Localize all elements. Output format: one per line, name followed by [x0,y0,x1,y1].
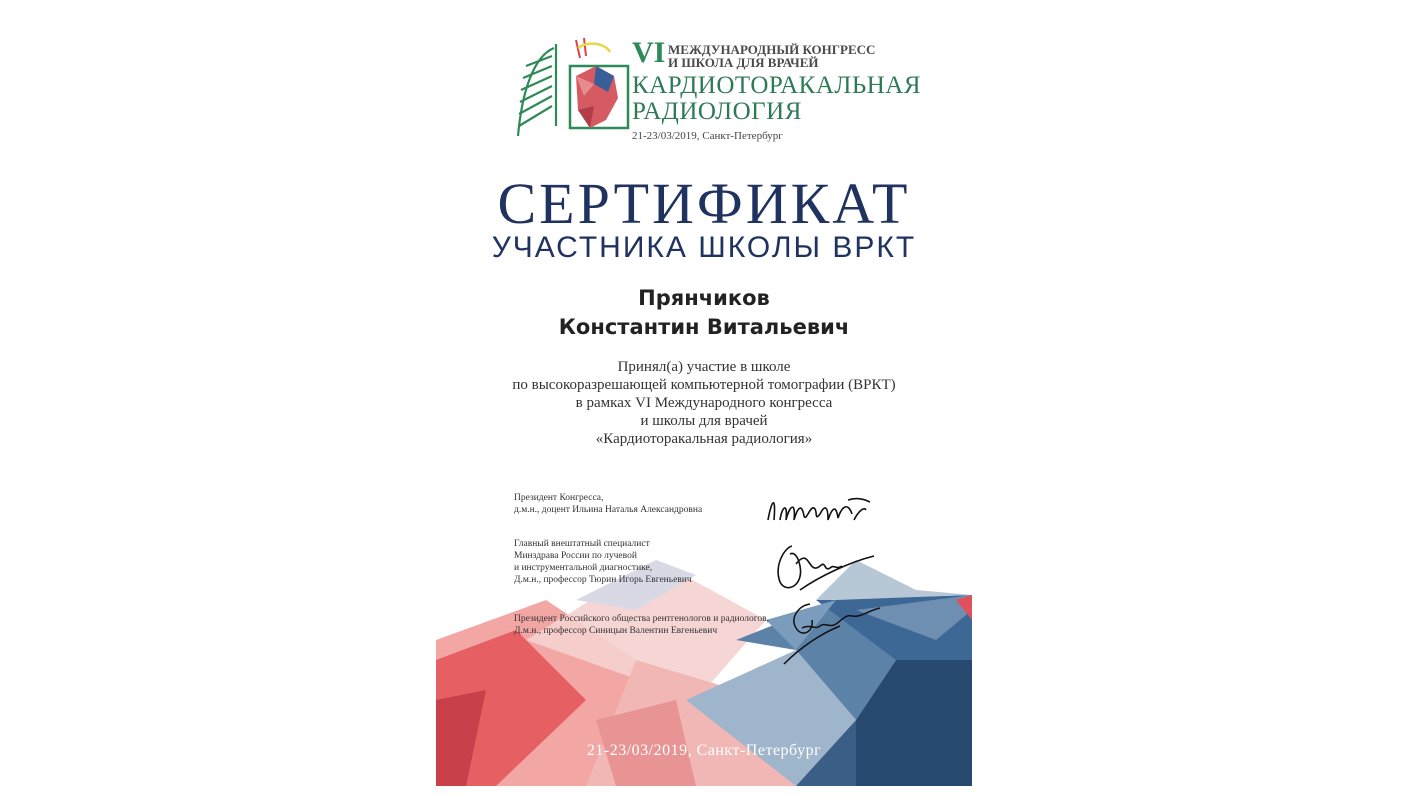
footer-date: 21-23/03/2019, Санкт-Петербург [586,742,822,759]
certificate-title: СЕРТИФИКАТ [497,171,911,236]
signature-1 [762,492,882,528]
signatory-3 [514,613,769,637]
logo-date: 21-23/03/2019, Санкт-Петербург [632,130,783,142]
signature-3 [780,598,892,666]
signatory-line: Д.м.н., профессор Тюрин Игорь Евгеньевич [514,575,692,585]
signature-2 [770,536,880,598]
recipient-surname: Прянчиков [638,286,770,310]
signatory-line: Президент Российского общества рентгенологов и радиологов, [514,614,770,624]
certificate-body [436,358,972,448]
congress-logo [514,36,921,146]
signatory-line: Д.м.н., профессор Синицын Валентин Евгеньевич [514,626,718,636]
signatory-line: и инструментальной диагностике, [514,563,653,573]
body-line: в рамках VI Международного конгресса [575,395,833,411]
body-line: Принял(а) участие в школе [617,359,791,375]
recipient-given-names: Константин Витальевич [558,315,850,339]
body-line: по высокоразрешающей компьютерной томографии (ВРКТ) [512,377,896,393]
logo-line2: И ШКОЛА ДЛЯ ВРАЧЕЙ [668,55,819,70]
signatory-line: Главный внештатный специалист [514,539,650,549]
logo-title-line1: КАРДИОТОРАКАЛЬНАЯ [632,72,921,99]
certificate-page [436,0,972,786]
ribcage-heart-icon [514,36,634,146]
signatory-line: Минздрава России по лучевой [514,551,637,561]
signatory-line: Президент Конгресса, [514,493,604,503]
certificate-subtitle: УЧАСТНИКА ШКОЛЫ ВРКТ [491,231,917,264]
signatory-2 [514,538,692,586]
logo-line1: МЕЖДУНАРОДНЫЙ КОНГРЕСС [668,42,876,57]
signatory-1 [514,492,702,516]
body-line: и школы для врачей [640,413,768,429]
signatory-line: д.м.н., доцент Ильина Наталья Александровна [514,505,703,515]
body-line: «Кардиоторакальная радиология» [595,431,813,447]
logo-roman-numeral: VI [632,36,666,69]
logo-title-line2: РАДИОЛОГИЯ [632,98,802,125]
